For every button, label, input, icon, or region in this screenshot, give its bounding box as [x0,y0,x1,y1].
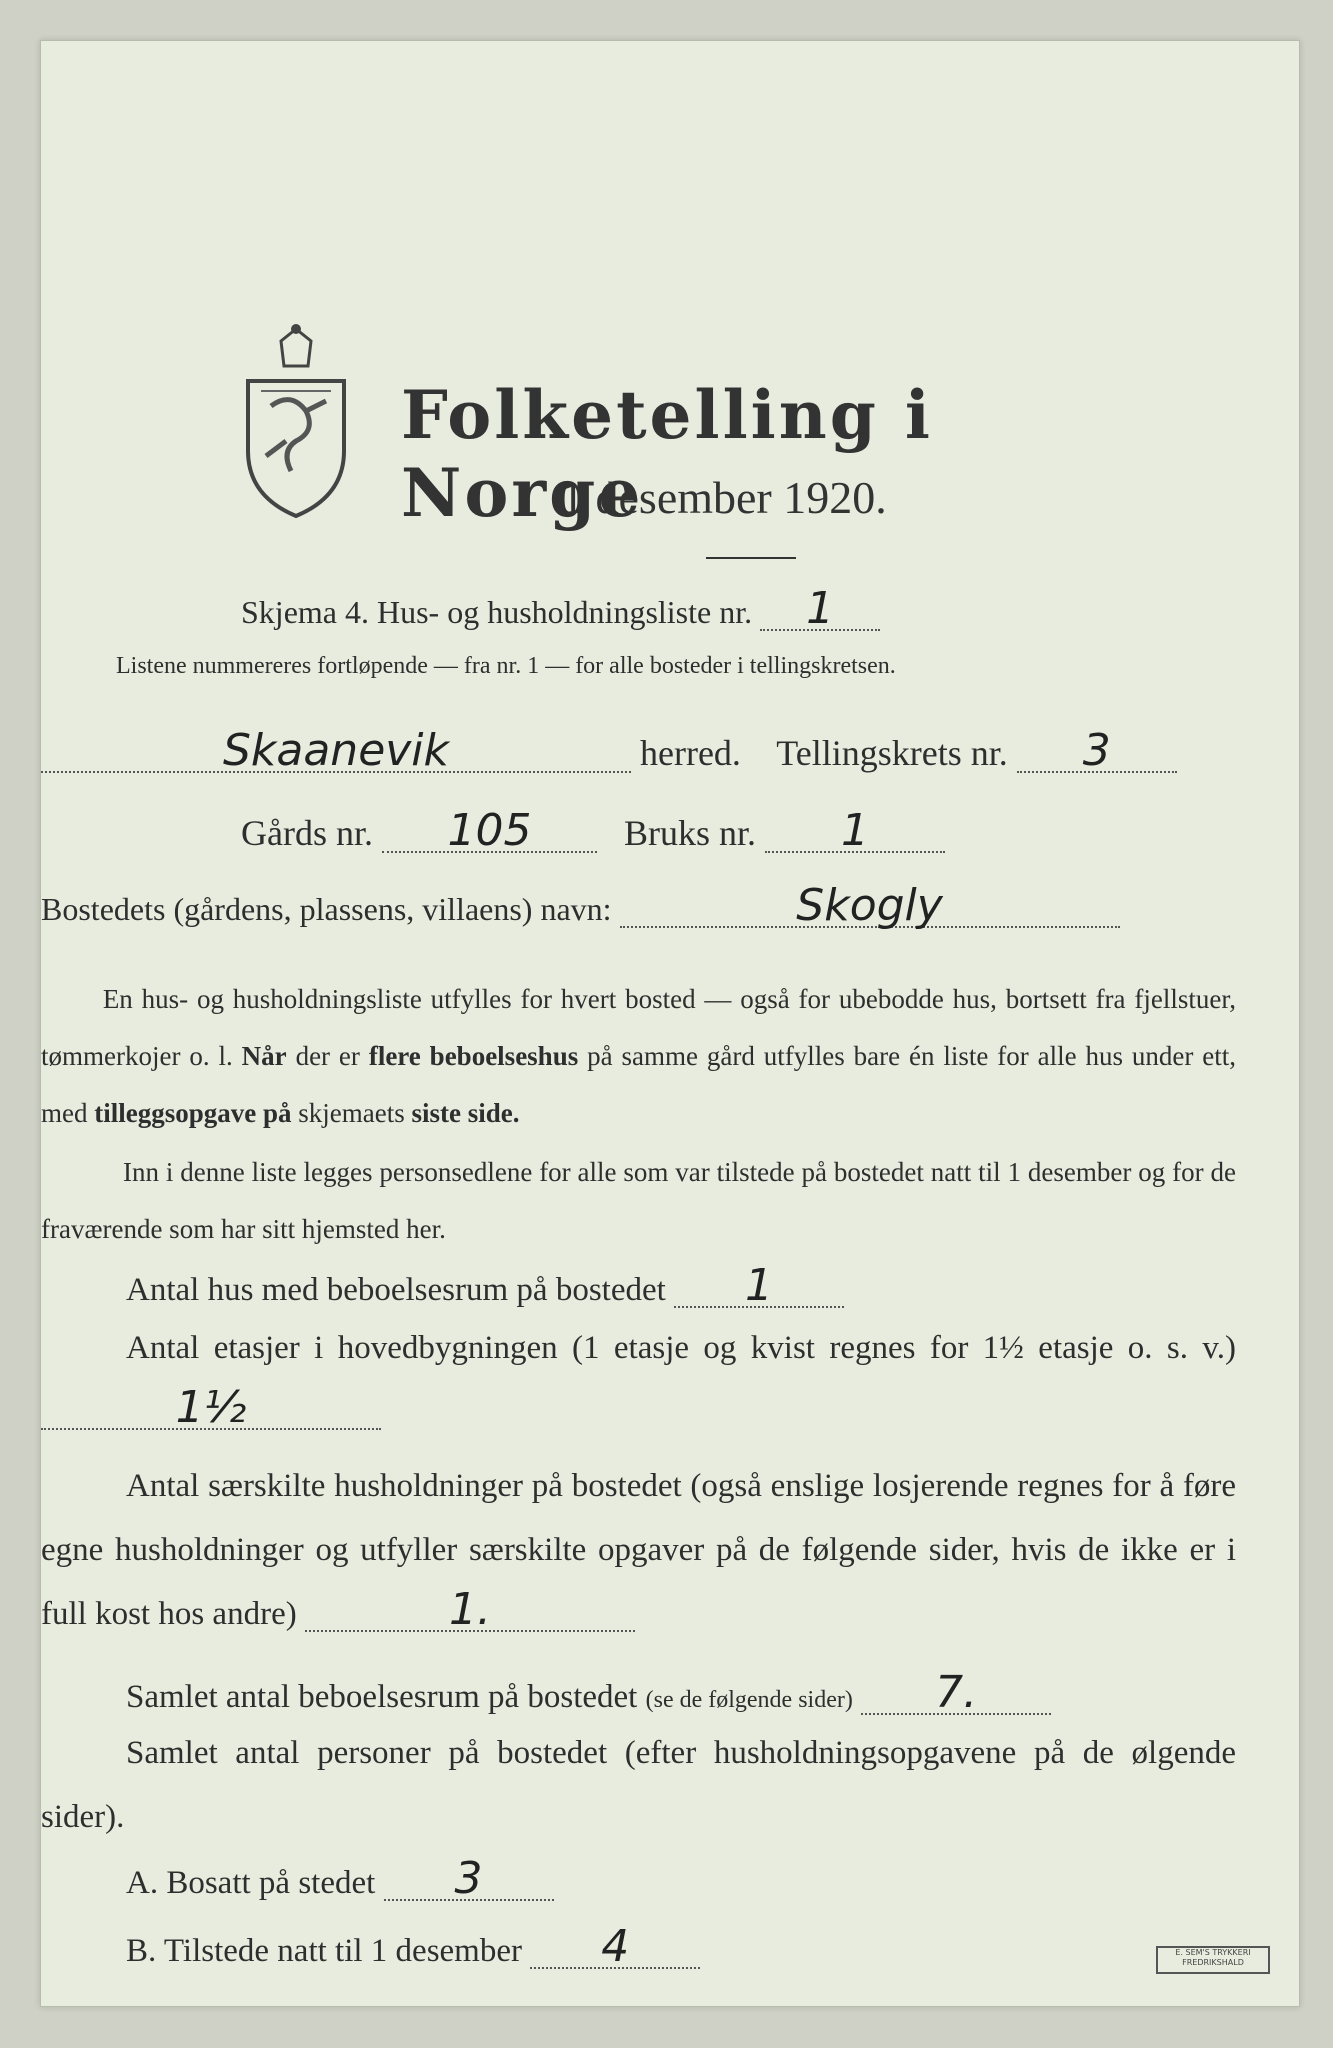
form-title: Folketelling i Norge [401,376,933,532]
qb-line [126,1921,700,1972]
q4-field[interactable]: 7. [861,1673,1051,1715]
census-date: 1 desember 1920. [561,472,887,523]
printer-stamp: E. SEM'S TRYKKERI FREDRIKSHALD [1156,1946,1270,1974]
qa-label: A. Bosatt på stedet [126,1865,376,1901]
bosted-field[interactable]: Skogly [620,886,1120,928]
q1-line [126,1260,844,1311]
q2-label: Antal etasjer i hovedbygningen (1 etasje og kvist regnes for 1½ etasje o. s. v.) [126,1330,1236,1366]
q2-line [41,1316,1236,1444]
bosted-line [41,880,1120,931]
schema-line [241,583,880,634]
list-number-field[interactable]: 1 [760,589,880,631]
gards-field[interactable]: 105 [382,811,597,853]
q3-line [41,1454,1236,1646]
q5-line: Samlet antal personer på bostedet (efter husholdningsopgavene på de ølgende sider). [41,1735,1236,1835]
schema-text: Hus- og husholdningsliste nr. [376,594,753,630]
q1-label: Antal hus med beboelsesrum på bostedet [126,1272,666,1308]
qb-label: B. Tilstede natt til 1 desember [126,1933,522,1969]
tellingskrets-field[interactable]: 3 [1017,731,1177,773]
herred-label: herred. [640,733,741,773]
norwegian-coat-of-arms-icon [236,321,356,521]
q3-field[interactable]: 1. [305,1590,635,1632]
bruks-field[interactable]: 1 [765,811,945,853]
qb-field[interactable]: 4 [530,1927,700,1969]
herred-line [41,725,1177,776]
numbering-note: Listene nummereres fortløpende — fra nr. 1 — for alle bosteder i tellingskretsen. [116,653,896,679]
gards-label: Gårds nr. [241,813,373,853]
qa-line [126,1853,554,1904]
q4-label: Samlet antal beboelsesrum på bostedet [126,1679,638,1715]
q2-field[interactable]: 1½ [41,1388,381,1430]
herred-field[interactable]: Skaanevik [41,731,631,773]
q1-field[interactable]: 1 [674,1266,844,1308]
schema-label: Skjema 4. [241,594,369,630]
q3-label: Antal særskilte husholdninger på bostedet (også enslige losjerende regnes for å føre egne husholdninger og utfyller særskilte opgaver på de følgende sider, hvis de ikke er i full kost hos andre) [41,1468,1236,1632]
bruks-label: Bruks nr. [623,813,756,853]
instruction-paragraph-2: Inn i denne liste legges personsedlene for alle som var tilstede på bostedet natt til 1 desember og for de fraværende som har sitt hjemsted her. [41,1157,1236,1244]
qa-field[interactable]: 3 [384,1859,554,1901]
tellingskrets-label: Tellingskrets nr. [776,733,1008,773]
instruction-paragraph-1: En hus- og husholdningsliste utfylles for hvert bosted — også for ubebodde hus, bortsett fra fjellstuer, tømmerkojer o. l. Når der er flere beboelseshus på samme gård utfylles bare én liste for alle hus under ett, med tilleggsopgave på skjemaets siste side. [41,984,1237,1128]
census-form-sheet [40,40,1300,2007]
title-divider [706,557,796,559]
bosted-label: Bostedets (gårdens, plassens, villaens) navn: [41,891,612,927]
gards-line [241,805,945,856]
q4-note: (se de følgende sider) [645,1687,853,1713]
q4-line [126,1667,1051,1718]
